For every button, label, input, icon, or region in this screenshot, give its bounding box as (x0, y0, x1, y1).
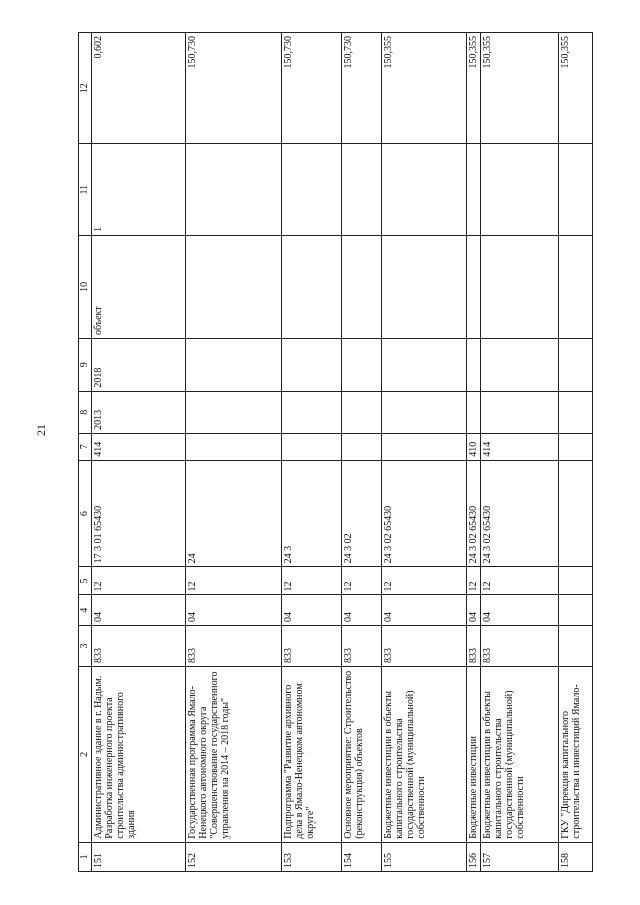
cell-code-5: 12 (186, 567, 282, 595)
cell-code-7 (382, 433, 467, 460)
cell-code-3: 833 (481, 625, 559, 666)
row-number: 156 (467, 842, 481, 871)
cell-quantity (481, 144, 559, 235)
cell-unit (481, 235, 559, 338)
cell-code-5: 12 (92, 567, 186, 595)
column-header: 12 (79, 33, 92, 144)
cell-quantity (342, 144, 382, 235)
cell-code-4: 04 (92, 595, 186, 625)
cell-year-start: 2013 (92, 391, 186, 433)
cell-code-4: 04 (282, 595, 342, 625)
row-number: 157 (481, 842, 559, 871)
column-header: 6 (79, 460, 92, 567)
row-name: Бюджетные инвестиции в объекты капитального строительства государственной (муниципальной) собственности (481, 666, 559, 842)
cell-year-start (559, 391, 593, 433)
cell-year-start (382, 391, 467, 433)
cell-year-end (342, 338, 382, 391)
cell-year-end (186, 338, 282, 391)
cell-year-start (342, 391, 382, 433)
cell-year-end (382, 338, 467, 391)
row-number: 152 (186, 842, 282, 871)
column-header: 11 (79, 144, 92, 235)
cell-year-end (559, 338, 593, 391)
cell-code-6: 24 (186, 460, 282, 567)
column-header: 5 (79, 567, 92, 595)
row-name: Административное здание в г. Надым. Разработка инженерного проекта строительства административного здания (92, 666, 186, 842)
cell-amount: 150,355 (467, 33, 481, 144)
cell-code-5: 12 (382, 567, 467, 595)
cell-code-7: 414 (92, 433, 186, 460)
cell-unit (382, 235, 467, 338)
cell-code-4: 04 (342, 595, 382, 625)
cell-year-end (282, 338, 342, 391)
cell-quantity (467, 144, 481, 235)
table-row (467, 33, 481, 872)
cell-code-7 (186, 433, 282, 460)
budget-table (78, 32, 593, 872)
column-header: 10 (79, 235, 92, 338)
cell-code-5: 12 (467, 567, 481, 595)
row-name: Государственная программа Ямало-Ненецкого автономного округа "Совершенствование государственного управления на 2014 – 2018 годы" (186, 666, 282, 842)
table-row (342, 33, 382, 872)
row-name: Бюджетные инвестиции (467, 666, 481, 842)
cell-code-4: 04 (467, 595, 481, 625)
cell-quantity (382, 144, 467, 235)
row-number: 155 (382, 842, 467, 871)
rotated-budget-table (78, 32, 582, 872)
table-row (92, 33, 186, 872)
cell-quantity: 1 (92, 144, 186, 235)
cell-unit (467, 235, 481, 338)
cell-code-7: 414 (481, 433, 559, 460)
table-row (382, 33, 467, 872)
row-number: 153 (282, 842, 342, 871)
cell-code-6: 24 3 02 65430 (481, 460, 559, 567)
cell-quantity (282, 144, 342, 235)
cell-code-3: 833 (186, 625, 282, 666)
cell-unit (186, 235, 282, 338)
cell-amount: 150,355 (559, 33, 593, 144)
row-number: 158 (559, 842, 593, 871)
table-row (282, 33, 342, 872)
column-header: 8 (79, 391, 92, 433)
cell-amount: 150,355 (382, 33, 467, 144)
cell-code-7 (342, 433, 382, 460)
cell-quantity (186, 144, 282, 235)
cell-code-4: 04 (481, 595, 559, 625)
cell-code-3 (559, 625, 593, 666)
page-number: 21 (34, 424, 48, 436)
row-number: 154 (342, 842, 382, 871)
cell-amount: 0,602 (92, 33, 186, 144)
column-header: 9 (79, 338, 92, 391)
cell-year-end (467, 338, 481, 391)
column-header: 4 (79, 595, 92, 625)
cell-code-4: 04 (186, 595, 282, 625)
cell-code-6 (559, 460, 593, 567)
cell-quantity (559, 144, 593, 235)
cell-code-4 (559, 595, 593, 625)
cell-code-6: 24 3 02 65430 (467, 460, 481, 567)
column-header: 1 (79, 842, 92, 871)
row-name: Основное мероприятие: Строительство (реконструкция) объектов (342, 666, 382, 842)
cell-code-4: 04 (382, 595, 467, 625)
cell-code-5: 12 (282, 567, 342, 595)
cell-unit: объект (92, 235, 186, 338)
column-header-row (79, 33, 92, 872)
table-row (559, 33, 593, 872)
cell-code-7 (559, 433, 593, 460)
cell-code-7: 410 (467, 433, 481, 460)
cell-code-3: 833 (342, 625, 382, 666)
cell-code-3: 833 (282, 625, 342, 666)
cell-code-6: 24 3 02 (342, 460, 382, 567)
cell-amount: 150,730 (282, 33, 342, 144)
column-header: 2 (79, 666, 92, 842)
cell-code-7 (282, 433, 342, 460)
row-number: 151 (92, 842, 186, 871)
cell-unit (282, 235, 342, 338)
cell-amount: 150,730 (186, 33, 282, 144)
column-header: 7 (79, 433, 92, 460)
column-header: 3 (79, 625, 92, 666)
cell-code-5: 12 (342, 567, 382, 595)
cell-amount: 150,355 (481, 33, 559, 144)
cell-unit (559, 235, 593, 338)
cell-code-5: 12 (481, 567, 559, 595)
cell-year-start (282, 391, 342, 433)
table-row (481, 33, 559, 872)
cell-year-start (467, 391, 481, 433)
row-name: Подпрограмма "Развитие архивного дела в Ямало-Ненецком автономном округе" (282, 666, 342, 842)
row-name: ГКУ "Дирекция капитального строительства и инвестиций Ямало- (559, 666, 593, 842)
cell-unit (342, 235, 382, 338)
cell-code-3: 833 (92, 625, 186, 666)
cell-amount: 150,730 (342, 33, 382, 144)
cell-code-3: 833 (382, 625, 467, 666)
cell-code-6: 17 3 01 65430 (92, 460, 186, 567)
cell-code-6: 24 3 (282, 460, 342, 567)
cell-year-end (481, 338, 559, 391)
cell-code-3: 833 (467, 625, 481, 666)
cell-year-end: 2018 (92, 338, 186, 391)
cell-year-start (186, 391, 282, 433)
row-name: Бюджетные инвестиции в объекты капитального строительства государственной (муниципальной) собственности (382, 666, 467, 842)
cell-year-start (481, 391, 559, 433)
table-row (186, 33, 282, 872)
cell-code-6: 24 3 02 65430 (382, 460, 467, 567)
cell-code-5 (559, 567, 593, 595)
